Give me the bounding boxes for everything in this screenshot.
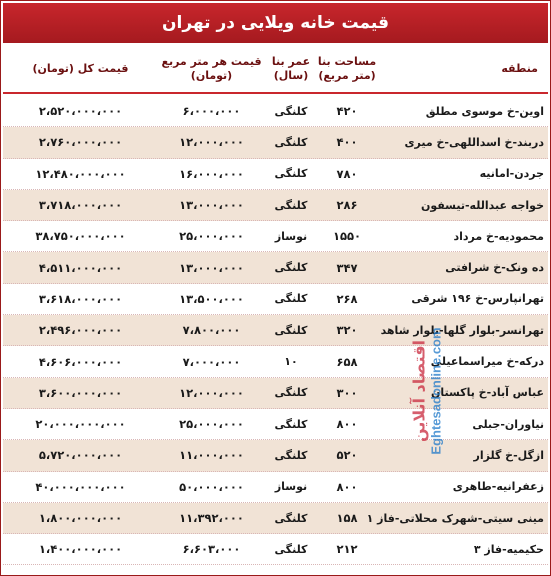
- header-total-label: قیمت کل (تومان): [32, 62, 129, 75]
- cell-area: ۱۵۵۰: [332, 229, 362, 244]
- watermark-en: Eghtesadonline.com: [429, 327, 445, 455]
- cell-region: درکه-خ میراسماعیلی: [430, 355, 544, 369]
- cell-area: ۳۰۰: [336, 385, 358, 400]
- cell-region: ده ونک-خ شرافتی: [445, 261, 544, 275]
- cell-age: نوساز: [274, 229, 308, 243]
- cell-total-price: ۵،۷۲۰،۰۰۰،۰۰۰: [38, 448, 123, 463]
- cell-region: زعفرانیه-طاهری: [452, 480, 544, 494]
- cell-region: دربند-خ اسداللهی-خ میری: [404, 135, 544, 149]
- cell-total-price: ۱۲،۴۸۰،۰۰۰،۰۰۰: [35, 166, 126, 181]
- header-region: [377, 46, 548, 92]
- cell-region: نیاوران-جبلی: [472, 417, 544, 431]
- cell-region: مینی سیتی-شهرک محلاتی-فاز ۱: [366, 511, 544, 525]
- cell-age: کلنگی: [274, 417, 308, 431]
- cell-total-price: ۱،۸۰۰،۰۰۰،۰۰۰: [38, 511, 123, 525]
- cell-area: ۱۵۸: [336, 511, 358, 525]
- cell-area: ۷۸۰: [336, 166, 358, 181]
- header-age-unit: (سال): [273, 69, 309, 82]
- cell-price-per-meter: ۱۲،۰۰۰،۰۰۰: [179, 385, 244, 400]
- cell-age: کلنگی: [274, 386, 308, 400]
- table-row: [3, 252, 548, 283]
- cell-price-per-meter: ۱۳،۰۰۰،۰۰۰: [179, 260, 244, 275]
- cell-area: ۲۸۶: [336, 198, 358, 213]
- header-total-price: [3, 46, 158, 92]
- table-row: [3, 96, 548, 127]
- cell-age: کلنگی: [274, 448, 308, 462]
- cell-age: ۱۰: [284, 355, 298, 369]
- cell-total-price: ۴،۵۱۱،۰۰۰،۰۰۰: [38, 260, 123, 275]
- cell-region: حکیمیه-فاز ۳: [473, 542, 544, 556]
- header-age: [265, 46, 317, 92]
- cell-age: کلنگی: [274, 104, 308, 118]
- cell-price-per-meter: ۱۲،۰۰۰،۰۰۰: [179, 135, 244, 150]
- table-row: [3, 221, 548, 252]
- cell-total-price: ۲،۷۶۰،۰۰۰،۰۰۰: [38, 135, 123, 150]
- cell-area: ۲۶۸: [336, 291, 358, 306]
- header-ppm-label: قیمت هر متر مربع: [161, 55, 262, 68]
- cell-region: تهرانپارس-خ ۱۹۶ شرقی: [411, 292, 544, 306]
- cell-age: کلنگی: [274, 511, 308, 525]
- header-region-label: منطقه: [501, 62, 538, 75]
- cell-price-per-meter: ۲۵،۰۰۰،۰۰۰: [179, 417, 244, 432]
- cell-area: ۶۵۸: [336, 354, 358, 369]
- table-row: [3, 315, 548, 346]
- cell-total-price: ۴،۶۰۶،۰۰۰،۰۰۰: [38, 354, 123, 369]
- cell-total-price: ۲،۴۹۶،۰۰۰،۰۰۰: [38, 323, 123, 338]
- cell-price-per-meter: ۷،۸۰۰،۰۰۰: [182, 323, 241, 338]
- cell-age: کلنگی: [274, 135, 308, 149]
- cell-area: ۵۲۰: [336, 448, 358, 463]
- cell-age: کلنگی: [274, 542, 308, 556]
- cell-total-price: ۳،۶۰۰،۰۰۰،۰۰۰: [38, 385, 123, 400]
- table-body: [3, 96, 548, 565]
- cell-region: تهرانسر-بلوار گلها-بلوار شاهد: [380, 323, 544, 337]
- cell-price-per-meter: ۱۳،۵۰۰،۰۰۰: [179, 291, 244, 306]
- table-row: [3, 440, 548, 471]
- cell-price-per-meter: ۵۰،۰۰۰،۰۰۰: [179, 479, 244, 494]
- table-row: [3, 346, 548, 377]
- cell-area: ۳۴۷: [336, 260, 358, 275]
- cell-price-per-meter: ۱۶،۰۰۰،۰۰۰: [179, 166, 244, 181]
- cell-total-price: ۳،۷۱۸،۰۰۰،۰۰۰: [38, 198, 123, 213]
- cell-price-per-meter: ۶،۶۰۳،۰۰۰: [182, 542, 241, 557]
- cell-total-price: ۱،۴۰۰،۰۰۰،۰۰۰: [38, 542, 123, 557]
- cell-price-per-meter: ۱۱،۳۹۲،۰۰۰: [179, 511, 244, 525]
- table-row: [3, 284, 548, 315]
- table-row: [3, 409, 548, 440]
- header-age-label: عمر بنا: [271, 55, 311, 68]
- cell-region: عباس آباد-خ پاکستان: [430, 386, 544, 400]
- cell-area: ۸۰۰: [336, 417, 358, 432]
- cell-age: نوساز: [274, 480, 308, 494]
- cell-total-price: ۴۰،۰۰۰،۰۰۰،۰۰۰: [35, 479, 126, 494]
- cell-region: ازگل-خ گلزار: [473, 448, 544, 462]
- table-title: قیمت خانه ویلایی در تهران: [3, 3, 548, 43]
- header-area: [317, 46, 377, 92]
- table-header-row: [3, 46, 548, 94]
- header-area-label: مساحت بنا: [317, 55, 377, 68]
- header-area-unit: (متر مربع): [318, 69, 376, 82]
- cell-age: کلنگی: [274, 167, 308, 181]
- cell-total-price: ۲۰،۰۰۰،۰۰۰،۰۰۰: [35, 417, 126, 432]
- cell-region: محمودیه-خ مرداد: [453, 229, 544, 243]
- cell-age: کلنگی: [274, 261, 308, 275]
- cell-region: خواجه عبدالله-تیسفون: [420, 198, 544, 212]
- table-row: [3, 159, 548, 190]
- cell-price-per-meter: ۱۱،۰۰۰،۰۰۰: [179, 448, 244, 463]
- header-ppm-unit: (تومان): [190, 69, 233, 82]
- cell-total-price: ۲،۵۲۰،۰۰۰،۰۰۰: [38, 104, 123, 119]
- cell-price-per-meter: ۲۵،۰۰۰،۰۰۰: [179, 229, 244, 244]
- watermark-fa: اقتصاد آنلاین: [410, 339, 430, 443]
- cell-age: کلنگی: [274, 292, 308, 306]
- cell-area: ۲۱۲: [336, 542, 358, 557]
- table-row: [3, 127, 548, 158]
- cell-region: جردن-امانیه: [479, 167, 544, 181]
- cell-total-price: ۳۸،۷۵۰،۰۰۰،۰۰۰: [35, 229, 126, 244]
- table-row: [3, 190, 548, 221]
- table-row: [3, 503, 548, 534]
- header-price-per-meter: [158, 46, 265, 92]
- cell-area: ۴۰۰: [336, 135, 358, 150]
- table-row: [3, 378, 548, 409]
- cell-age: کلنگی: [274, 323, 308, 337]
- cell-area: ۳۲۰: [336, 323, 358, 338]
- cell-price-per-meter: ۱۳،۰۰۰،۰۰۰: [179, 198, 244, 213]
- table-row: [3, 534, 548, 565]
- cell-region: اوین-خ موسوی مطلق: [425, 104, 544, 118]
- cell-area: ۸۰۰: [336, 479, 358, 494]
- cell-age: کلنگی: [274, 198, 308, 212]
- cell-total-price: ۳،۶۱۸،۰۰۰،۰۰۰: [38, 291, 123, 306]
- table-row: [3, 472, 548, 503]
- cell-price-per-meter: ۷،۰۰۰،۰۰۰: [182, 354, 241, 369]
- cell-price-per-meter: ۶،۰۰۰،۰۰۰: [182, 104, 241, 119]
- cell-area: ۴۲۰: [336, 104, 358, 119]
